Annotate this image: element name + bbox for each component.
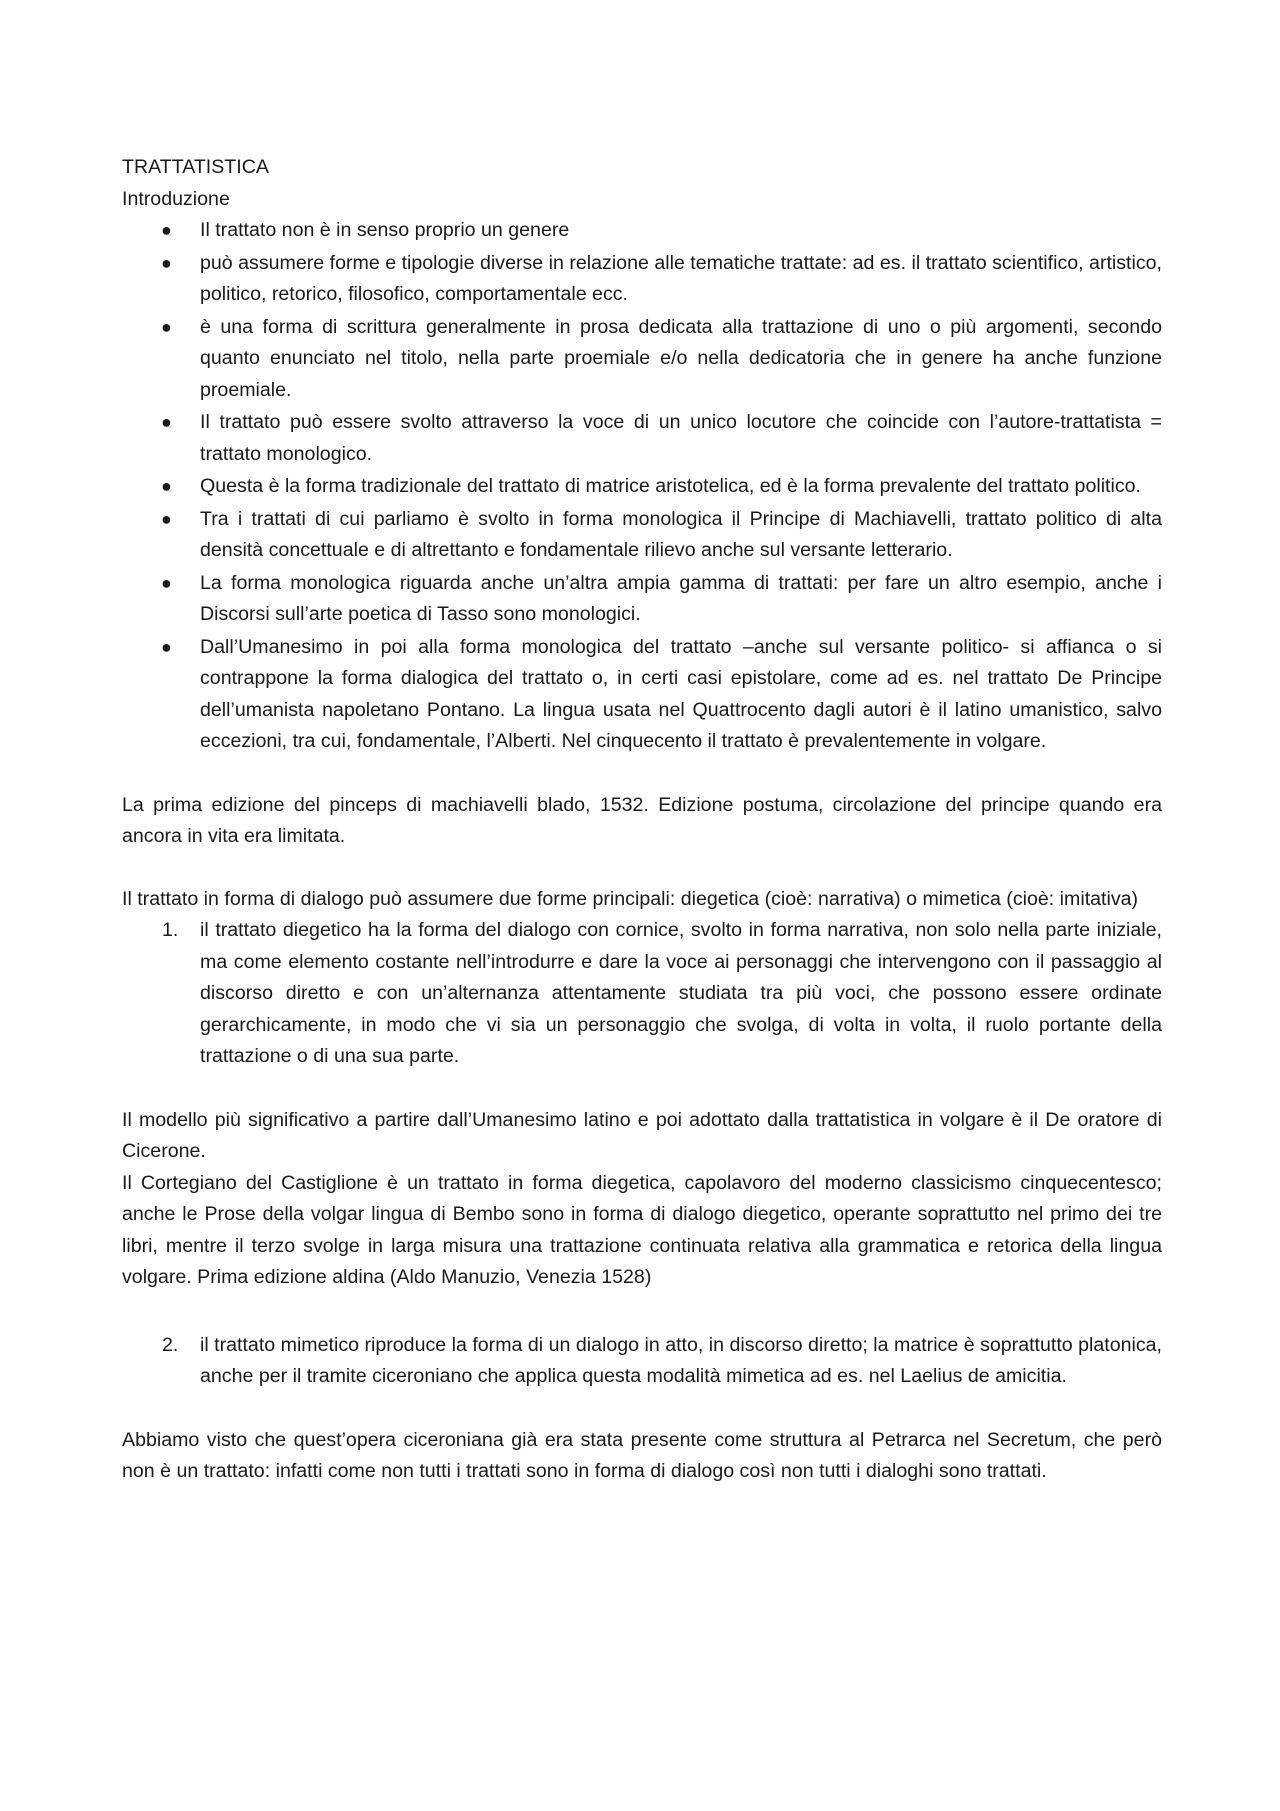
section-heading: Introduzione: [122, 187, 230, 210]
bullet-icon: ●: [161, 316, 172, 337]
list-item-text: il trattato mimetico riproduce la forma di un dialogo in atto, in discorso diretto; la matrice è soprattutto platonica, anche per il tramite ciceroniano che applica questa modalità mimetica ad es. nel Laelius de amicitia.: [200, 1333, 1162, 1387]
list-item: [122, 312, 1162, 407]
spacer: [122, 1074, 1162, 1105]
list-item-text: Dall’Umanesimo in poi alla forma monologica del trattato –anche sul versante politico- si affianca o si contrappone la forma dialogica del trattato o, in certi casi epistolare, come ad es. nel trattato De Principe dell’umanista napoletano Pontano. La lingua usata nel Quattrocento dagli autori è il latino umanistico, salvo eccezioni, tra cui, fondamentale, l’Alberti. Nel cinquecento il trattato è prevalentemente in volgare.: [200, 635, 1162, 752]
bullet-icon: ●: [161, 636, 172, 657]
list-item-text: è una forma di scrittura generalmente in prosa dedicata alla trattazione di uno o più argomenti, secondo quanto enunciato nel titolo, nella parte proemiale e/o nella dedicatoria che in genere ha anche funzione proemiale.: [200, 315, 1162, 401]
list-item: [122, 915, 1162, 1073]
bullet-icon: ●: [161, 572, 172, 593]
list-item: [122, 632, 1162, 758]
list-item-text: il trattato diegetico ha la forma del dialogo con cornice, svolto in forma narrativa, non solo nella parte iniziale, ma come elemento costante nell’introdurre e dare la voce ai personaggi che intervengono con il passaggio al discorso diretto e con un’alternanza attentamente studiata tra più voci, che possono essere ordinate gerarchicamente, in modo che vi sia un personaggio che svolga, di volta in volta, il ruolo portante della trattazione o di una sua parte.: [200, 919, 1162, 1067]
spacer: [122, 1394, 1162, 1425]
list-number: 1.: [162, 919, 179, 941]
list-item-text: La forma monologica riguarda anche un’altra ampia gamma di trattati: per fare un altro esempio, anche i Discorsi sull’arte poetica di Tasso sono monologici.: [200, 571, 1162, 625]
list-number: 2.: [162, 1333, 179, 1356]
list-item: [122, 568, 1162, 631]
document-title: TRATTATISTICA: [122, 156, 269, 178]
list-item: [122, 504, 1162, 567]
spacer: [122, 759, 1162, 790]
bullet-icon: ●: [161, 412, 172, 432]
paragraph-secretum: Abbiamo visto che quest’opera ciceroniana già era stata presente come struttura al Petrarca nel Secretum, che però non è un trattato: infatti come non tutti i trattati sono in forma di dialogo così non tutti i dialoghi sono trattati.: [122, 1428, 1162, 1482]
paragraph-prima-edizione: La prima edizione del pinceps di machiavelli blado, 1532. Edizione postuma, circolazione del principe quando era ancora in vita era limitata.: [122, 793, 1162, 847]
list-item-text: Questa è la forma tradizionale del trattato di matrice aristotelica, ed è la forma prevalente del trattato politico.: [200, 475, 1141, 497]
list-item: [122, 407, 1162, 470]
spacer: [122, 853, 1162, 884]
numbered-list: [122, 1330, 1162, 1393]
bullet-icon: ●: [161, 476, 172, 496]
list-item: [122, 471, 1162, 503]
list-item-text: Il trattato può essere svolto attraverso la voce di un unico locutore che coincide con l’autore-trattatista = trattato monologico.: [200, 411, 1162, 465]
paragraph-dialogo: Il trattato in forma di dialogo può assumere due forme principali: diegetica (cioè: narrativa) o mimetica (cioè: imitativa): [122, 887, 1139, 910]
list-item: [122, 248, 1162, 311]
list-item-text: Tra i trattati di cui parliamo è svolto in forma monologica il Principe di Machiavelli, trattato politico di alta densità concettuale e di altrettanto e fondamentale rilievo anche sul versante letterario.: [200, 507, 1162, 561]
paragraph-cortegiano: Il Cortegiano del Castiglione è un trattato in forma diegetica, capolavoro del moderno classicismo cinquecentesco; anche le Prose della volgar lingua di Bembo sono in forma di dialogo diegetico, operante soprattutto nel primo dei tre libri, mentre il terzo svolge in larga misura una trattazione continuata relativa alla grammatica e retorica della lingua volgare. Prima edizione aldina (Aldo Manuzio, Venezia 1528): [122, 1171, 1162, 1288]
bullet-list: [122, 215, 1162, 758]
bullet-icon: ●: [161, 252, 172, 273]
paragraph-modello: Il modello più significativo a partire dall’Umanesimo latino e poi adottato dalla trattatistica in volgare è il De oratore di Cicerone.: [122, 1108, 1162, 1162]
list-item: [122, 1330, 1162, 1393]
list-item-text: può assumere forme e tipologie diverse in relazione alle tematiche trattate: ad es. il trattato scientifico, artistico, politico, retorico, filosofico, comportamentale ecc.: [200, 251, 1162, 305]
list-item: [122, 215, 1162, 247]
spacer: [122, 1294, 1162, 1330]
list-item-text: Il trattato non è in senso proprio un genere: [200, 219, 570, 241]
bullet-icon: ●: [161, 220, 172, 240]
numbered-list: [122, 915, 1162, 1073]
bullet-icon: ●: [161, 508, 172, 529]
